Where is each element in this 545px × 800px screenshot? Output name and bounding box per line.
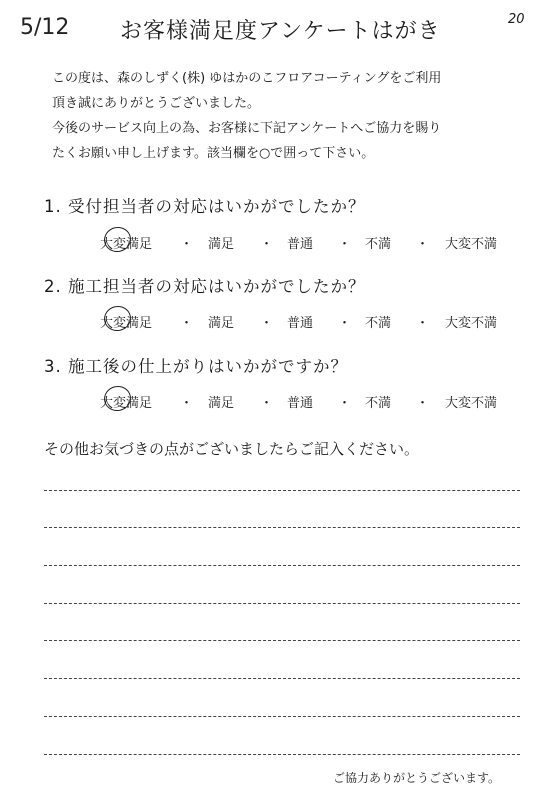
answer-options-3 — [100, 392, 510, 412]
option-dissatisfied[interactable]: 不満 — [365, 237, 392, 252]
intro-text — [52, 66, 522, 166]
separator: ・ — [416, 237, 430, 252]
form-title: お客様満足度アンケートはがき — [120, 19, 441, 44]
separator: ・ — [338, 237, 352, 252]
option-dissatisfied[interactable]: 不満 — [365, 316, 392, 331]
option-satisfied[interactable]: 満足 — [208, 237, 235, 252]
handwritten-date — [14, 8, 104, 58]
comment-line[interactable] — [44, 678, 520, 679]
answer-options-1 — [100, 233, 510, 253]
option-neutral[interactable]: 普通 — [287, 396, 314, 411]
answer-options-2 — [100, 312, 510, 332]
option-satisfied[interactable]: 満足 — [208, 396, 235, 411]
handwritten-date-text: 5/12 — [20, 15, 70, 40]
intro-line: 今後のサービス向上の為、お客様に下記アンケートへご協力を賜り — [52, 121, 442, 136]
separator: ・ — [180, 396, 194, 411]
intro-line: 頂き誠にありがとうございました。 — [52, 96, 261, 111]
comment-prompt: その他お気づきの点がございましたらご記入ください。 — [44, 440, 420, 458]
option-very-dissatisfied[interactable]: 大変不満 — [445, 237, 498, 252]
handwritten-corner-number: 20 — [508, 12, 525, 27]
separator: ・ — [416, 316, 430, 331]
option-neutral[interactable]: 普通 — [287, 237, 314, 252]
comment-line[interactable] — [44, 603, 520, 604]
comment-line[interactable] — [44, 565, 520, 566]
comment-line[interactable] — [44, 527, 520, 528]
separator: ・ — [180, 237, 194, 252]
separator: ・ — [338, 396, 352, 411]
question-1: 1. 受付担当者の対応はいかがでしたか？ — [44, 197, 366, 216]
option-dissatisfied[interactable]: 不満 — [365, 396, 392, 411]
question-2: 2. 施工担当者の対応はいかがでしたか？ — [44, 277, 366, 296]
separator: ・ — [260, 396, 274, 411]
intro-line: たくお願い申し上げます。該当欄を○で囲って下さい。 — [52, 146, 375, 161]
option-very-satisfied[interactable]: 大変満足 — [100, 396, 153, 411]
separator: ・ — [338, 316, 352, 331]
question-3: 3. 施工後の仕上がりはいかがですか？ — [44, 357, 348, 376]
separator: ・ — [260, 237, 274, 252]
option-satisfied[interactable]: 満足 — [208, 316, 235, 331]
comment-line[interactable] — [44, 640, 520, 641]
separator: ・ — [260, 316, 274, 331]
closing-message: ご協力ありがとうございます。 — [333, 771, 501, 785]
separator: ・ — [416, 396, 430, 411]
option-very-satisfied[interactable]: 大変満足 — [100, 316, 153, 331]
comment-line[interactable] — [44, 716, 520, 717]
intro-line: この度は、森のしずく(株) ゆはかのこフロアコーティングをご利用 — [52, 71, 442, 86]
comment-line[interactable] — [44, 754, 520, 755]
option-very-dissatisfied[interactable]: 大変不満 — [445, 396, 498, 411]
option-very-satisfied[interactable]: 大変満足 — [100, 237, 153, 252]
separator: ・ — [180, 316, 194, 331]
comment-line[interactable] — [44, 490, 520, 491]
option-very-dissatisfied[interactable]: 大変不満 — [445, 316, 498, 331]
option-neutral[interactable]: 普通 — [287, 316, 314, 331]
